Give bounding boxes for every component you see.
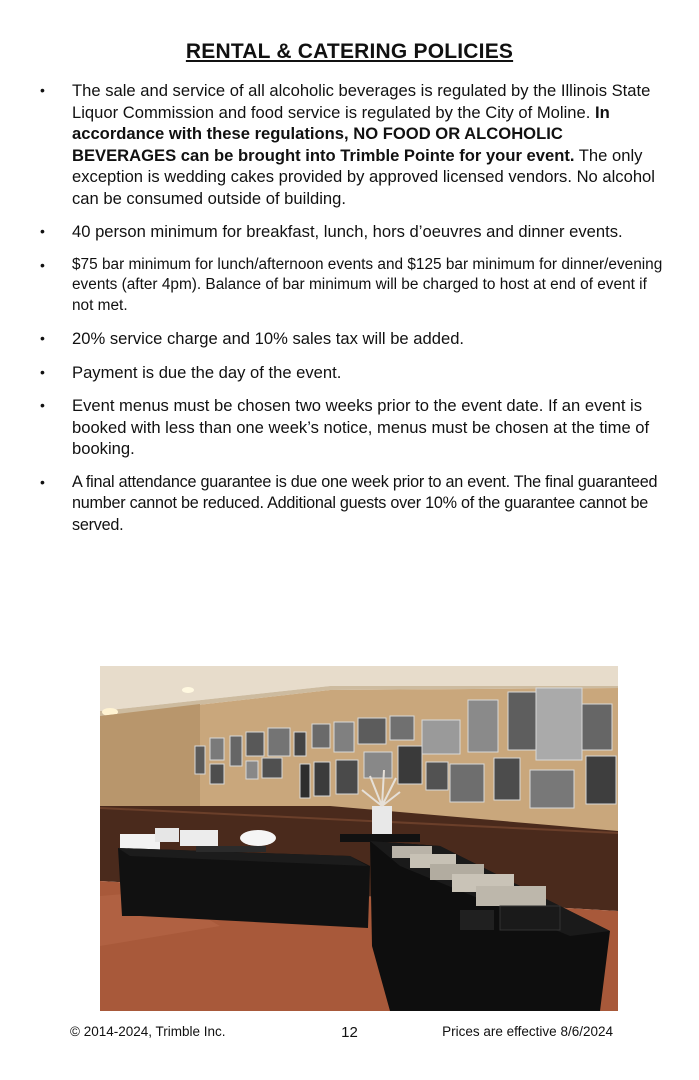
policy-item-alcohol <box>34 80 664 209</box>
policy-bold-text: In accordance with these regulations, NO FOOD OR ALCOHOLIC BEVERAGES can be brought into Trimble Pointe for your event. <box>72 102 610 165</box>
bullet-icon <box>40 255 45 276</box>
copyright-text: © 2014-2024, Trimble Inc. <box>70 1024 226 1039</box>
bullet-icon <box>40 362 45 384</box>
page-title: RENTAL & CATERING POLICIES <box>185 40 514 63</box>
policy-item-guarantee <box>34 472 664 537</box>
page-number: 12 <box>341 1024 358 1041</box>
policy-list <box>34 80 664 536</box>
page-footer <box>0 1024 699 1044</box>
bread-basket <box>500 906 560 930</box>
policy-item-service-charge <box>34 328 664 350</box>
policy-item-payment <box>34 362 664 384</box>
bullet-icon <box>40 80 45 102</box>
bullet-icon <box>40 328 45 350</box>
policy-text: 20% service charge and 10% sales tax will be added. <box>72 329 465 348</box>
ceiling-light-icon <box>182 687 194 693</box>
policy-text: A final attendance guarantee is due one week prior to an event. The final guaranteed number cannot be reduced. Additional guests over 10% of the guarantee cannot be served. <box>72 472 658 534</box>
policy-text: 40 person minimum for breakfast, lunch, hors d’oeuvres and dinner events. <box>72 222 623 241</box>
policy-text: $75 bar minimum for lunch/afternoon events and $125 bar minimum for dinner/evening events (after 4pm). Balance of bar minimum will be charged to host at end of event if not met. <box>72 255 663 314</box>
policy-text: Payment is due the day of the event. <box>72 362 342 382</box>
policy-text: The only exception is wedding cakes provided by approved licensed vendors. No alcohol can be consumed outside of building. <box>72 145 655 208</box>
policy-item-bar-minimum <box>34 255 664 317</box>
banquet-room-photo <box>100 666 618 1011</box>
serving-bowl <box>240 830 276 846</box>
policy-text: Event menus must be chosen two weeks prior to the event date. If an event is booked with less than one week’s notice, menus must be chosen at the time of booking. <box>72 396 650 458</box>
bullet-icon <box>40 395 45 417</box>
policy-item-minimum <box>34 221 664 243</box>
prices-effective-text: Prices are effective 8/6/2024 <box>442 1024 613 1039</box>
bullet-icon <box>40 221 45 243</box>
policy-text: The sale and service of all alcoholic beverages is regulated by the Illinois State Liquor Commission and food service is regulated by the City of Moline. <box>72 81 651 122</box>
bullet-icon <box>40 472 45 494</box>
policy-item-menus <box>34 395 664 460</box>
